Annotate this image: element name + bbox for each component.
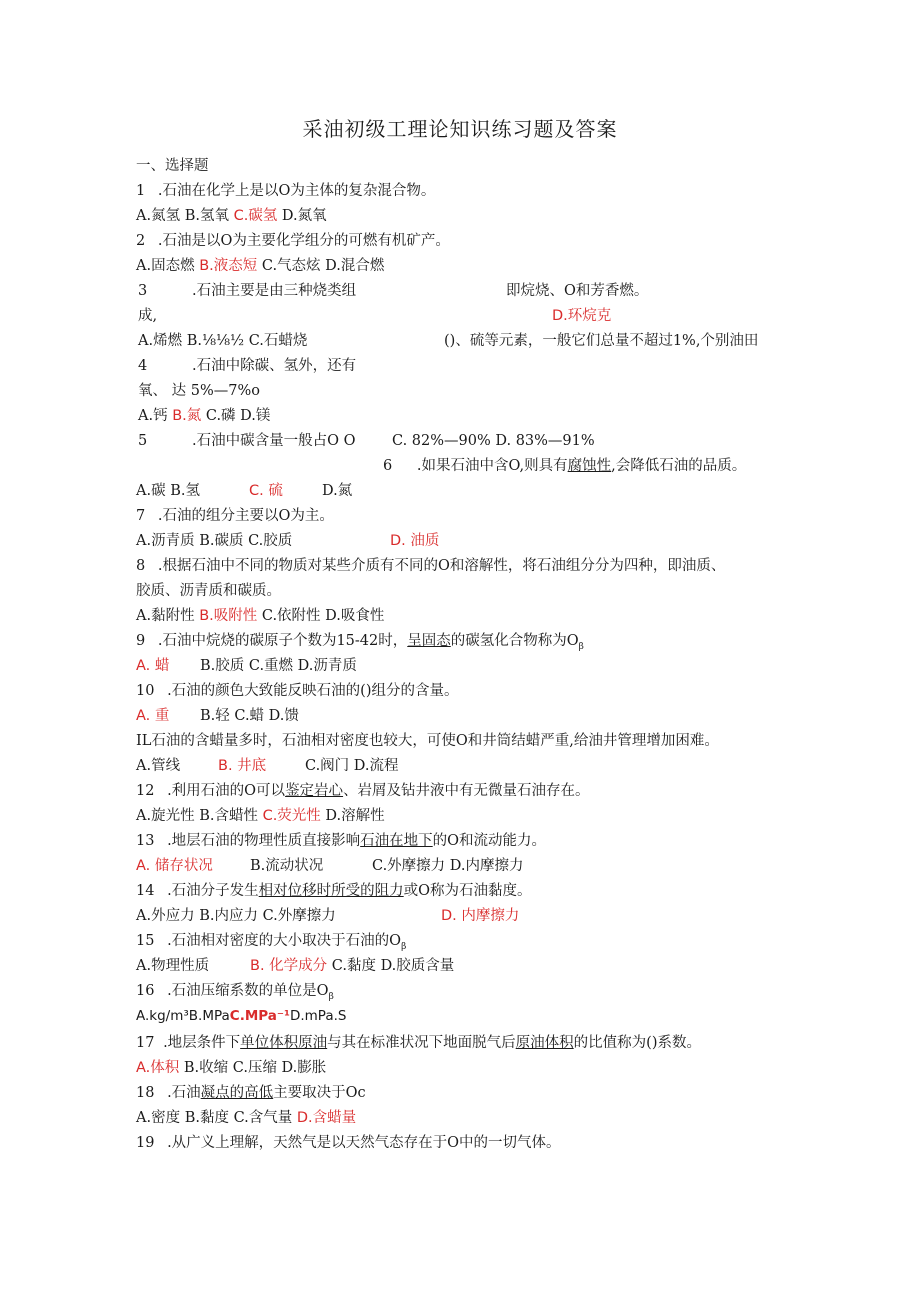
answer-option: D.含蜡量 — [296, 1110, 357, 1126]
question-number: 13 — [136, 833, 155, 849]
answer-option: B.吸附性 — [199, 608, 258, 624]
option-text: D.mPa.S — [289, 1008, 347, 1024]
underlined-term: 单位体积原油 — [240, 1035, 328, 1051]
options-11: C.阀门 D.流程 — [305, 758, 399, 774]
option-text: D.氮氧 — [277, 208, 327, 224]
question-text: 、岩屑及钻井液中有无微量石油存在。 — [343, 783, 590, 799]
question-text: .石油中烷烧的碳原子个数为15-42时， — [157, 633, 408, 649]
question-number: 6 — [383, 458, 393, 474]
question-7 — [136, 506, 334, 526]
answer-option: B. 化学成分 — [250, 958, 328, 974]
question-text: ,会降低石油的品质。 — [611, 458, 747, 474]
question-text: .从广义上理解，天然气是以天然气态存在于O中的一切气体。 — [167, 1135, 561, 1151]
answer-option: A.体积 — [136, 1060, 180, 1076]
question-text: .地层石油的物理性质直接影响 — [167, 833, 361, 849]
options-3: A.烯燃 B.⅛⅛½ C.石蜡烧 — [138, 333, 308, 349]
question-number: 12 — [136, 783, 155, 799]
question-number: 14 — [136, 883, 155, 899]
question-text: 的碳氢化合物称为O — [450, 633, 579, 649]
answer-option: D. 油质 — [390, 533, 440, 549]
option-text: A.管线 — [136, 758, 181, 774]
options-5: C. 82%—90% D. 83%—91% — [392, 433, 595, 449]
question-number: 9 — [136, 633, 146, 649]
question-15 — [136, 931, 406, 957]
option-text: D.溶解性 — [320, 808, 385, 824]
option-text: A.固态燃 — [136, 258, 200, 274]
underlined-term: 相对位移时所受的阻力 — [258, 883, 404, 899]
question-2 — [136, 231, 450, 251]
question-text: .石油在化学上是以O为主体的复杂混合物。 — [157, 183, 436, 199]
option-text: C.气态炫 D.混合燃 — [257, 258, 385, 274]
question-text: .根据石油中不同的物质对某些介质有不同的O和溶解性，将石油组分分为四种，即油质、 — [157, 558, 726, 574]
question-11: IL石油的含蜡量多时，石油相对密度也较大，可使O和井筒结蜡严重,给油井管理增加困难。 — [136, 733, 719, 749]
question-text: 或O称为石油黏度。 — [403, 883, 532, 899]
question-12 — [136, 781, 590, 801]
question-16 — [136, 981, 334, 1007]
underlined-term: 腐蚀性 — [567, 458, 612, 474]
question-text: 主要取决于Oc — [273, 1085, 366, 1101]
underlined-term: 鉴定岩心 — [285, 783, 344, 799]
question-1 — [136, 181, 435, 201]
option-text: A.钙 — [138, 408, 173, 424]
option-text: C.依附性 D.吸食性 — [257, 608, 385, 624]
question-text: .地层条件下 — [163, 1035, 241, 1051]
question-number: 19 — [136, 1135, 155, 1151]
option-text: C.黏度 D.胶质含量 — [327, 958, 455, 974]
question-8-continuation: 胶质、沥青质和碳质。 — [136, 583, 281, 599]
question-text: .石油的颜色大致能反映石油的()组分的含量。 — [167, 683, 459, 699]
question-text: 的O和流动能力。 — [432, 833, 547, 849]
options-9: B.胶质 C.重燃 D.沥青质 — [200, 658, 357, 674]
options-7: A.沥青质 B.碳质 C.胶质 — [136, 533, 293, 549]
answer-option: C. 硫 — [249, 483, 283, 499]
question-3-continuation: 成, — [138, 308, 158, 324]
question-number: 18 — [136, 1085, 155, 1101]
options-10: B.轻 C.蜡 D.馈 — [200, 708, 299, 724]
question-3-number: 3 — [138, 283, 148, 299]
options-2 — [136, 256, 384, 276]
options-13: C.外摩擦力 D.内摩擦力 — [372, 858, 524, 874]
question-number: 8 — [136, 558, 146, 574]
option-text: B.流动状况 — [250, 858, 324, 874]
options-14: A.外应力 B.内应力 C.外摩擦力 — [136, 908, 336, 924]
question-text: .如果石油中含O,则具有 — [416, 458, 568, 474]
question-text: .石油分子发生 — [167, 883, 259, 899]
option-text: A.kg∕m³B.MPa — [136, 1008, 230, 1024]
answer-option: D.环烷克 — [552, 308, 612, 324]
option-text: B.收缩 C.压缩 D.膨胀 — [179, 1060, 327, 1076]
question-9 — [136, 631, 584, 657]
question-3-text-right: 即烷烧、O和芳香燃。 — [506, 283, 649, 299]
underlined-term: 呈固态 — [407, 633, 451, 649]
answer-option: C.MPa⁻¹ — [229, 1008, 290, 1024]
question-14 — [136, 881, 532, 901]
options-15 — [250, 956, 454, 976]
answer-option: B.液态短 — [199, 258, 258, 274]
question-10 — [136, 681, 458, 701]
options-1 — [136, 206, 327, 226]
question-4-continuation: 氧、 达 5%—7%o — [138, 383, 260, 399]
answer-option: B. 井底 — [218, 758, 267, 774]
question-18 — [136, 1083, 366, 1103]
question-8 — [136, 556, 725, 576]
option-text: A.黏附性 — [136, 608, 200, 624]
answer-option: A. 蜡 — [136, 658, 170, 674]
section-heading: 一、选择题 — [136, 158, 209, 174]
underlined-term: 原油体积 — [515, 1035, 574, 1051]
answer-option: C.荧光性 — [262, 808, 321, 824]
question-number: 16 — [136, 983, 155, 999]
option-text: A.氮氢 B.氢氧 — [136, 208, 234, 224]
question-5-text: .石油中碳含量一般占O O — [192, 433, 356, 449]
subscript: β — [328, 991, 334, 1002]
options-6: A.碳 B.氢 — [136, 483, 200, 499]
question-number: 7 — [136, 508, 146, 524]
answer-option: A. 重 — [136, 708, 170, 724]
question-number: 2 — [136, 233, 146, 249]
question-4-text-right: ()、硫等元素，一般它们总量不超过1%,个别油田 — [444, 333, 759, 349]
subscript: β — [401, 941, 407, 952]
question-text: .石油的组分主要以O为主。 — [157, 508, 334, 524]
page-title: 采油初级工理论知识练习题及答案 — [302, 117, 618, 141]
question-4-text: .石油中除碳、氢外，还有 — [192, 358, 357, 374]
question-text: .石油 — [167, 1085, 201, 1101]
subscript: β — [578, 641, 584, 652]
question-number: 15 — [136, 933, 155, 949]
option-text: D.氮 — [322, 483, 353, 499]
question-text: 与其在标准状况下地面脱气后 — [327, 1035, 516, 1051]
options-16 — [136, 1006, 346, 1026]
question-text: .石油压缩系数的单位是O — [167, 983, 329, 999]
answer-option: A. 储存状况 — [136, 858, 213, 874]
options-18 — [136, 1108, 356, 1128]
question-text: .石油相对密度的大小取决于石油的O — [167, 933, 402, 949]
options-8 — [136, 606, 384, 626]
question-19 — [136, 1133, 561, 1153]
question-3-text: .石油主要是由三种烧类组 — [192, 283, 357, 299]
question-17 — [136, 1033, 701, 1053]
option-text: A.旋光性 B.含蜡性 — [136, 808, 263, 824]
question-text: .利用石油的O可以 — [167, 783, 286, 799]
question-number: 10 — [136, 683, 155, 699]
option-text: C.磷 D.镁 — [201, 408, 271, 424]
answer-option: C.碳氢 — [233, 208, 278, 224]
options-12 — [136, 806, 385, 826]
answer-option: B.氮 — [172, 408, 202, 424]
options-17 — [136, 1058, 326, 1078]
answer-option: D. 内摩擦力 — [441, 908, 520, 924]
question-text: .石油是以O为主要化学组分的可燃有机矿产。 — [157, 233, 450, 249]
question-text: 的比值称为()系数。 — [573, 1035, 701, 1051]
question-number: 1 — [136, 183, 146, 199]
underlined-term: 石油在地下 — [360, 833, 433, 849]
question-6 — [383, 456, 746, 476]
question-13 — [136, 831, 546, 851]
question-4-number: 4 — [138, 358, 148, 374]
underlined-term: 凝点的高低 — [200, 1085, 274, 1101]
options-4 — [138, 406, 270, 426]
question-5-number: 5 — [138, 433, 148, 449]
question-number: 17 — [136, 1035, 155, 1051]
option-text: A.物理性质 — [136, 958, 210, 974]
option-text: A.密度 B.黏度 C.含气量 — [136, 1110, 297, 1126]
